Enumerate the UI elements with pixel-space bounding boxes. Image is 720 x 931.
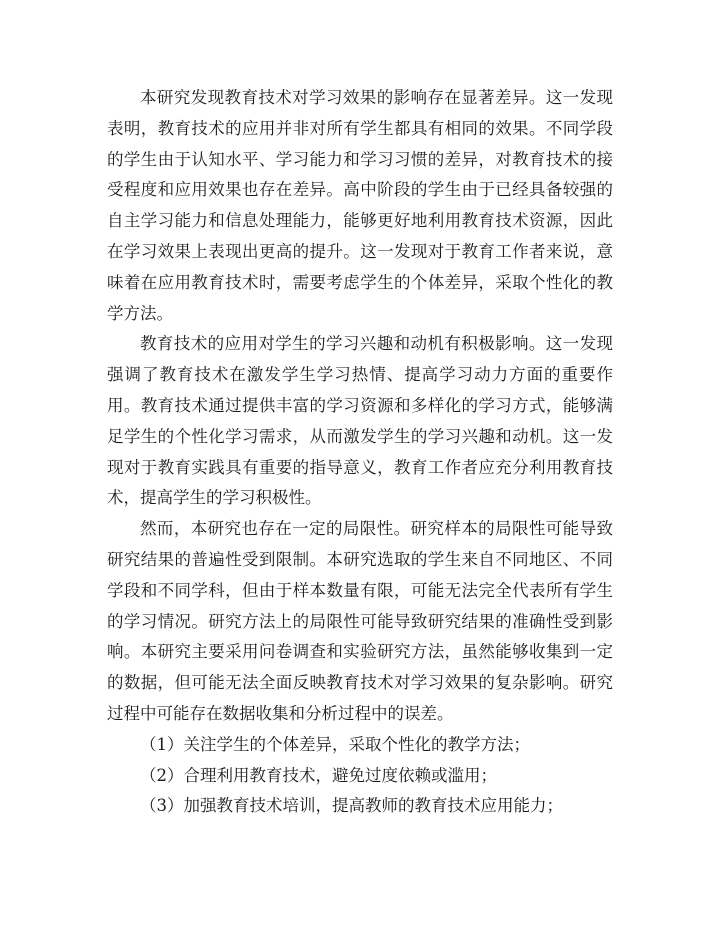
paragraph-interest-motivation: 教育技术的应用对学生的学习兴趣和动机有积极影响。这一发现强调了教育技术在激发学生学习热情、提高学习动力方面的重要作用。教育技术通过提供丰富的学习资源和多样化的学习方式，能够满足学生的个性化学习需求，从而激发学生的学习兴趣和动机。这一发现对于教育实践具有重要的指导意义，教育工作者应充分利用教育技术，提高学生的学习积极性。: [107, 334, 613, 508]
paragraph-limitations: 然而，本研究也存在一定的局限性。研究样本的局限性可能导致研究结果的普遍性受到限制。本研究选取的学生来自不同地区、不同学段和不同学科，但由于样本数量有限，可能无法完全代表所有学生的学习情况。研究方法上的局限性可能导致研究结果的准确性受到影响。本研究主要采用问卷调查和实验研究方法，虽然能够收集到一定的数据，但可能无法全面反映教育技术对学习效果的复杂影响。研究过程中可能存在数据收集和分析过程中的误差。: [107, 519, 613, 723]
recommendation-item: （1）关注学生的个体差异，采取个性化的教学方法；: [140, 734, 530, 754]
document-body: [107, 83, 613, 822]
recommendation-item: （3）加强教育技术培训，提高教师的教育技术应用能力；: [140, 796, 563, 816]
paragraph-individual-differences: 本研究发现教育技术对学习效果的影响存在显著差异。这一发现表明，教育技术的应用并非对所有学生都具有相同的效果。不同学段的学生由于认知水平、学习能力和学习习惯的差异，对教育技术的接受程度和应用效果也存在差异。高中阶段的学生由于已经具备较强的自主学习能力和信息处理能力，能够更好地利用教育技术资源，因此在学习效果上表现出更高的提升。这一发现对于教育工作者来说，意味着在应用教育技术时，需要考虑学生的个体差异，采取个性化的教学方法。: [107, 88, 613, 323]
recommendation-item: （2）合理利用教育技术，避免过度依赖或滥用；: [140, 765, 497, 785]
